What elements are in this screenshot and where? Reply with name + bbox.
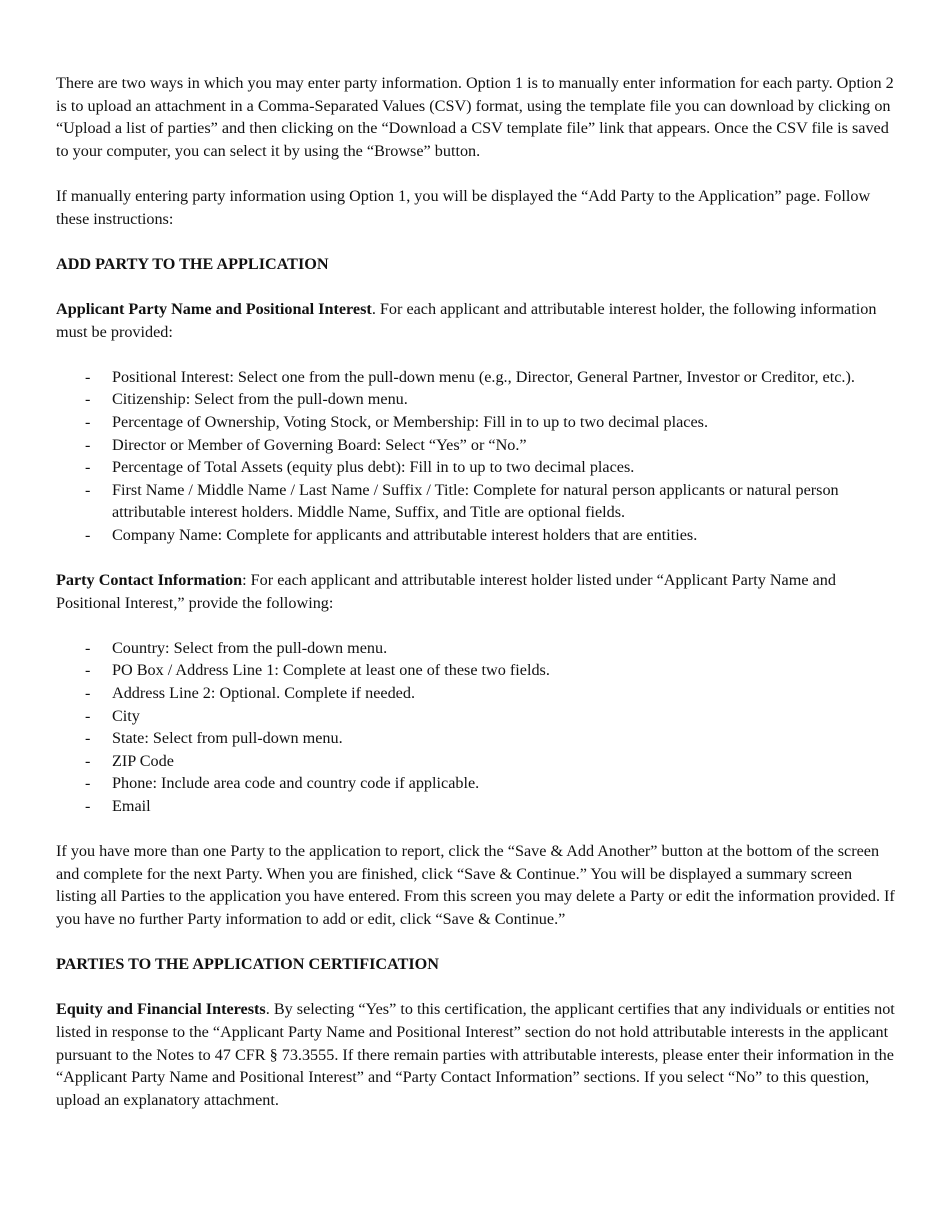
list-item: - State: Select from pull-down menu. xyxy=(56,727,896,750)
list-dash-icon: - xyxy=(85,638,91,657)
list-item: - First Name / Middle Name / Last Name / Suffix / Title: Complete for natural person applicants or natural person attributable interest holders. Middle Name, Suffix, and Title are optional fields. xyxy=(85,480,839,522)
intro-options-paragraph: There are two ways in which you may enter party information. Option 1 is to manually enter information for each party. Option 2 is to upload an attachment in a Comma-Separated Values (CSV) format, using the template file you can download by clicking on “Upload a list of parties” and then clicking on the “Download a CSV template file” link that appears. Once the CSV file is saved to your computer, you can select it by using the “Browse” button. xyxy=(56,74,894,160)
add-party-heading: ADD PARTY TO THE APPLICATION xyxy=(56,254,329,273)
list-item: - Percentage of Total Assets (equity plus debt): Fill in to up to two decimal places. xyxy=(56,456,896,479)
applicant-section-text: . For each applicant and attributable interest holder, the following information must be provided: xyxy=(56,299,877,341)
list-item: - Email xyxy=(56,795,896,818)
contact-section-text: : For each applicant and attributable interest holder listed under “Applicant Party Name and Positional Interest,” provide the following: xyxy=(56,571,836,612)
certification-heading: PARTIES TO THE APPLICATION CERTIFICATION xyxy=(56,955,439,974)
list-item: - Director or Member of Governing Board: Select “Yes” or “No.” xyxy=(56,434,896,457)
list-dash-icon: - xyxy=(85,390,91,409)
list-item: - Positional Interest: Select one from the pull-down menu (e.g., Director, General Partner, Investor or Creditor, etc.). xyxy=(56,366,896,389)
list-dash-icon: - xyxy=(85,751,91,770)
applicant-fields-list xyxy=(56,366,896,547)
certification-paragraph xyxy=(56,998,896,1111)
list-item: - Phone: Include area code and country code if applicable. xyxy=(56,772,896,795)
contact-fields-list xyxy=(56,637,896,818)
list-dash-icon: - xyxy=(85,661,91,680)
contact-section-paragraph xyxy=(56,569,896,614)
list-dash-icon: - xyxy=(85,729,91,748)
applicant-section-label: Applicant Party Name and Positional Interest xyxy=(56,299,372,318)
list-item: - Citizenship: Select from the pull-down menu. xyxy=(56,388,896,411)
document-page xyxy=(56,72,896,1111)
list-item: - PO Box / Address Line 1: Complete at least one of these two fields. xyxy=(56,659,896,682)
save-instructions-paragraph: If you have more than one Party to the application to report, click the “Save & Add Another” button at the bottom of the screen and complete for the next Party. When you are finished, click “Save & Continue.” You will be displayed a summary screen listing all Parties to the application you have entered. From this screen you may delete a Party or edit the information provided. If you have no further Party information to add or edit, click “Save & Continue.” xyxy=(56,842,895,928)
list-item: - Percentage of Ownership, Voting Stock, or Membership: Fill in to up to two decimal places. xyxy=(56,411,896,434)
intro-manual-paragraph: If manually entering party information using Option 1, you will be displayed the “Add Party to the Application” page. Follow these instructions: xyxy=(56,186,871,228)
list-dash-icon: - xyxy=(85,458,91,477)
list-dash-icon: - xyxy=(85,367,91,386)
list-dash-icon: - xyxy=(85,706,91,725)
applicant-section-paragraph xyxy=(56,298,896,343)
list-item: - ZIP Code xyxy=(56,750,896,773)
list-dash-icon: - xyxy=(85,525,91,544)
certification-label: Equity and Financial Interests xyxy=(56,1000,266,1019)
contact-section-label: Party Contact Information xyxy=(56,571,243,590)
list-item: - Company Name: Complete for applicants and attributable interest holders that are entities. xyxy=(56,524,896,547)
list-dash-icon: - xyxy=(85,435,91,454)
list-dash-icon: - xyxy=(85,797,91,815)
list-dash-icon: - xyxy=(85,412,91,431)
list-item: - City xyxy=(56,705,896,728)
list-dash-icon: - xyxy=(85,684,91,703)
list-dash-icon: - xyxy=(85,480,91,499)
certification-text: . By selecting “Yes” to this certification, the applicant certifies that any individuals or entities not listed in response to the “Applicant Party Name and Positional Interest” section do not hold attributable interests in the applicant pursuant to the Notes to 47 CFR § 73.3555. If there remain parties with attributable interests, please enter their information in the “Applicant Party Name and Positional Interest” and “Party Contact Information” sections. If you select “No” to this question, upload an explanatory attachment. xyxy=(56,1000,895,1109)
list-item: - Country: Select from the pull-down menu. xyxy=(56,637,896,660)
list-item: - Address Line 2: Optional. Complete if needed. xyxy=(56,682,896,705)
list-dash-icon: - xyxy=(85,774,91,793)
